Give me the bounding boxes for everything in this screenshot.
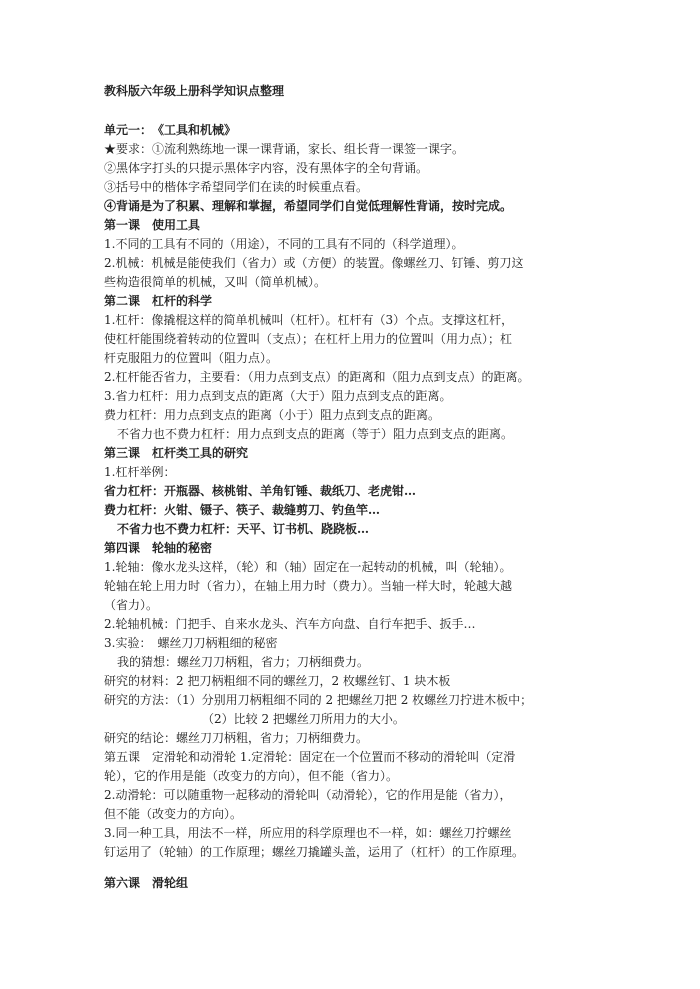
unit-heading: 单元一： 《工具和机械》 <box>104 123 237 137</box>
text-line: 3.同一种工具，用法不一样，所应用的科学原理也不一样，如：螺丝刀拧螺丝 <box>104 826 512 840</box>
text-line: 2.杠杆能否省力，主要看：（用力点到支点）的距离和（阻力点到支点）的距离。 <box>104 370 530 384</box>
text-line: 2.机械：机械是能使我们（省力）或（方便）的装置。像螺丝刀、钉锤、剪刀这 <box>104 256 524 270</box>
text-line: 钉运用了（轮轴）的工作原理；螺丝刀撬罐头盖，运用了（杠杆）的工作原理。 <box>104 845 525 859</box>
text-line: 费力杠杆：用力点到支点的距离（小于）阻力点到支点的距离。 <box>104 408 441 422</box>
requirement-line: ③括号中的楷体字希望同学们在读的时候重点看。 <box>104 180 369 194</box>
document-title: 教科版六年级上册科学知识点整理 <box>104 84 285 98</box>
text-line: （省力）。 <box>104 598 159 612</box>
document-page <box>104 82 604 893</box>
requirement-line: ★要求：①流利熟练地一课一课背诵，家长、组长背一课签一课字。 <box>104 142 465 156</box>
text-line: 但不能（改变力的方向）。 <box>104 807 243 821</box>
text-line: 费力杠杆：火钳、镊子、筷子、裁缝剪刀、钓鱼竿… <box>104 503 381 517</box>
text-line: 3.省力杠杆：用力点到支点的距离（大于）阻力点到支点的距离。 <box>104 389 452 403</box>
text-line: 研究的方法：（1）分别用刀柄粗细不同的 2 把螺丝刀把 2 枚螺丝刀拧进木板中； <box>104 693 533 707</box>
text-line: 些构造很简单的机械，又叫（简单机械）。 <box>104 275 327 289</box>
text-line: 不省力也不费力杠杆：天平、订书机、跷跷板… <box>117 522 370 536</box>
text-line: 轮），它的作用是能（改变力的方向），但不能（省力）。 <box>104 769 399 783</box>
requirement-line: ②黑体字打头的只提示黑体字内容，没有黑体字的全句背诵。 <box>104 161 429 175</box>
text-line: 3.实验： 螺丝刀刀柄粗细的秘密 <box>104 636 278 650</box>
text-line: 不省力也不费力杠杆：用力点到支点的距离（等于）阻力点到支点的距离。 <box>117 427 514 441</box>
text-line: 杆克服阻力的位置叫（阻力点）。 <box>104 351 279 365</box>
text-line: 2.轮轴机械：门把手、自来水龙头、汽车方向盘、自行车把手、扳手… <box>104 617 476 631</box>
lesson-heading: 第六课 滑轮组 <box>104 876 189 890</box>
lesson-heading: 第五课 定滑轮和动滑轮 1.定滑轮：固定在一个位置而不移动的滑轮叫（定滑 <box>104 750 516 764</box>
text-line: 轮轴在轮上用力时（省力），在轴上用力时（费力）。当轴一样大时，轮越大越 <box>104 579 513 593</box>
text-line: 研究的结论：螺丝刀刀柄粗，省力；刀柄细费力。 <box>104 731 369 745</box>
text-line: 2.动滑轮：可以随重物一起移动的滑轮叫（动滑轮），它的作用是能（省力）， <box>104 788 512 802</box>
text-line: 研究的材料：2 把刀柄粗细不同的螺丝刀，2 枚螺丝钉、1 块木板 <box>104 674 451 688</box>
text-line: 1.轮轴：像水龙头这样，（轮）和（轴）固定在一起转动的机械，叫（轮轴）。 <box>104 560 512 574</box>
lesson-heading: 第三课 杠杆类工具的研究 <box>104 446 249 460</box>
text-line: 1.杠杆：像撬棍这样的简单机械叫（杠杆）。杠杆有（3）个点。支撑这杠杆， <box>104 313 514 327</box>
text-line: 我的猜想：螺丝刀刀柄粗，省力；刀柄细费力。 <box>117 655 370 669</box>
text-line: （2）比较 2 把螺丝刀所用力的大小。 <box>202 712 405 726</box>
lesson-heading: 第一课 使用工具 <box>104 218 201 232</box>
lesson-heading: 第四课 轮轴的秘密 <box>104 541 213 555</box>
text-line: 1.杠杆举例： <box>104 465 176 479</box>
text-line: 1.不同的工具有不同的（用途），不同的工具有不同的（科学道理）。 <box>104 237 464 251</box>
requirement-line: ④背诵是为了积累、理解和掌握，希望同学们自觉低理解性背诵，按时完成。 <box>104 199 513 213</box>
text-line: 省力杠杆：开瓶器、核桃钳、羊角钉锤、裁纸刀、老虎钳… <box>104 484 417 498</box>
text-line: 使杠杆能围绕着转动的位置叫（支点）；在杠杆上用力的位置叫（用力点）；杠 <box>104 332 513 346</box>
lesson-heading: 第二课 杠杆的科学 <box>104 294 213 308</box>
